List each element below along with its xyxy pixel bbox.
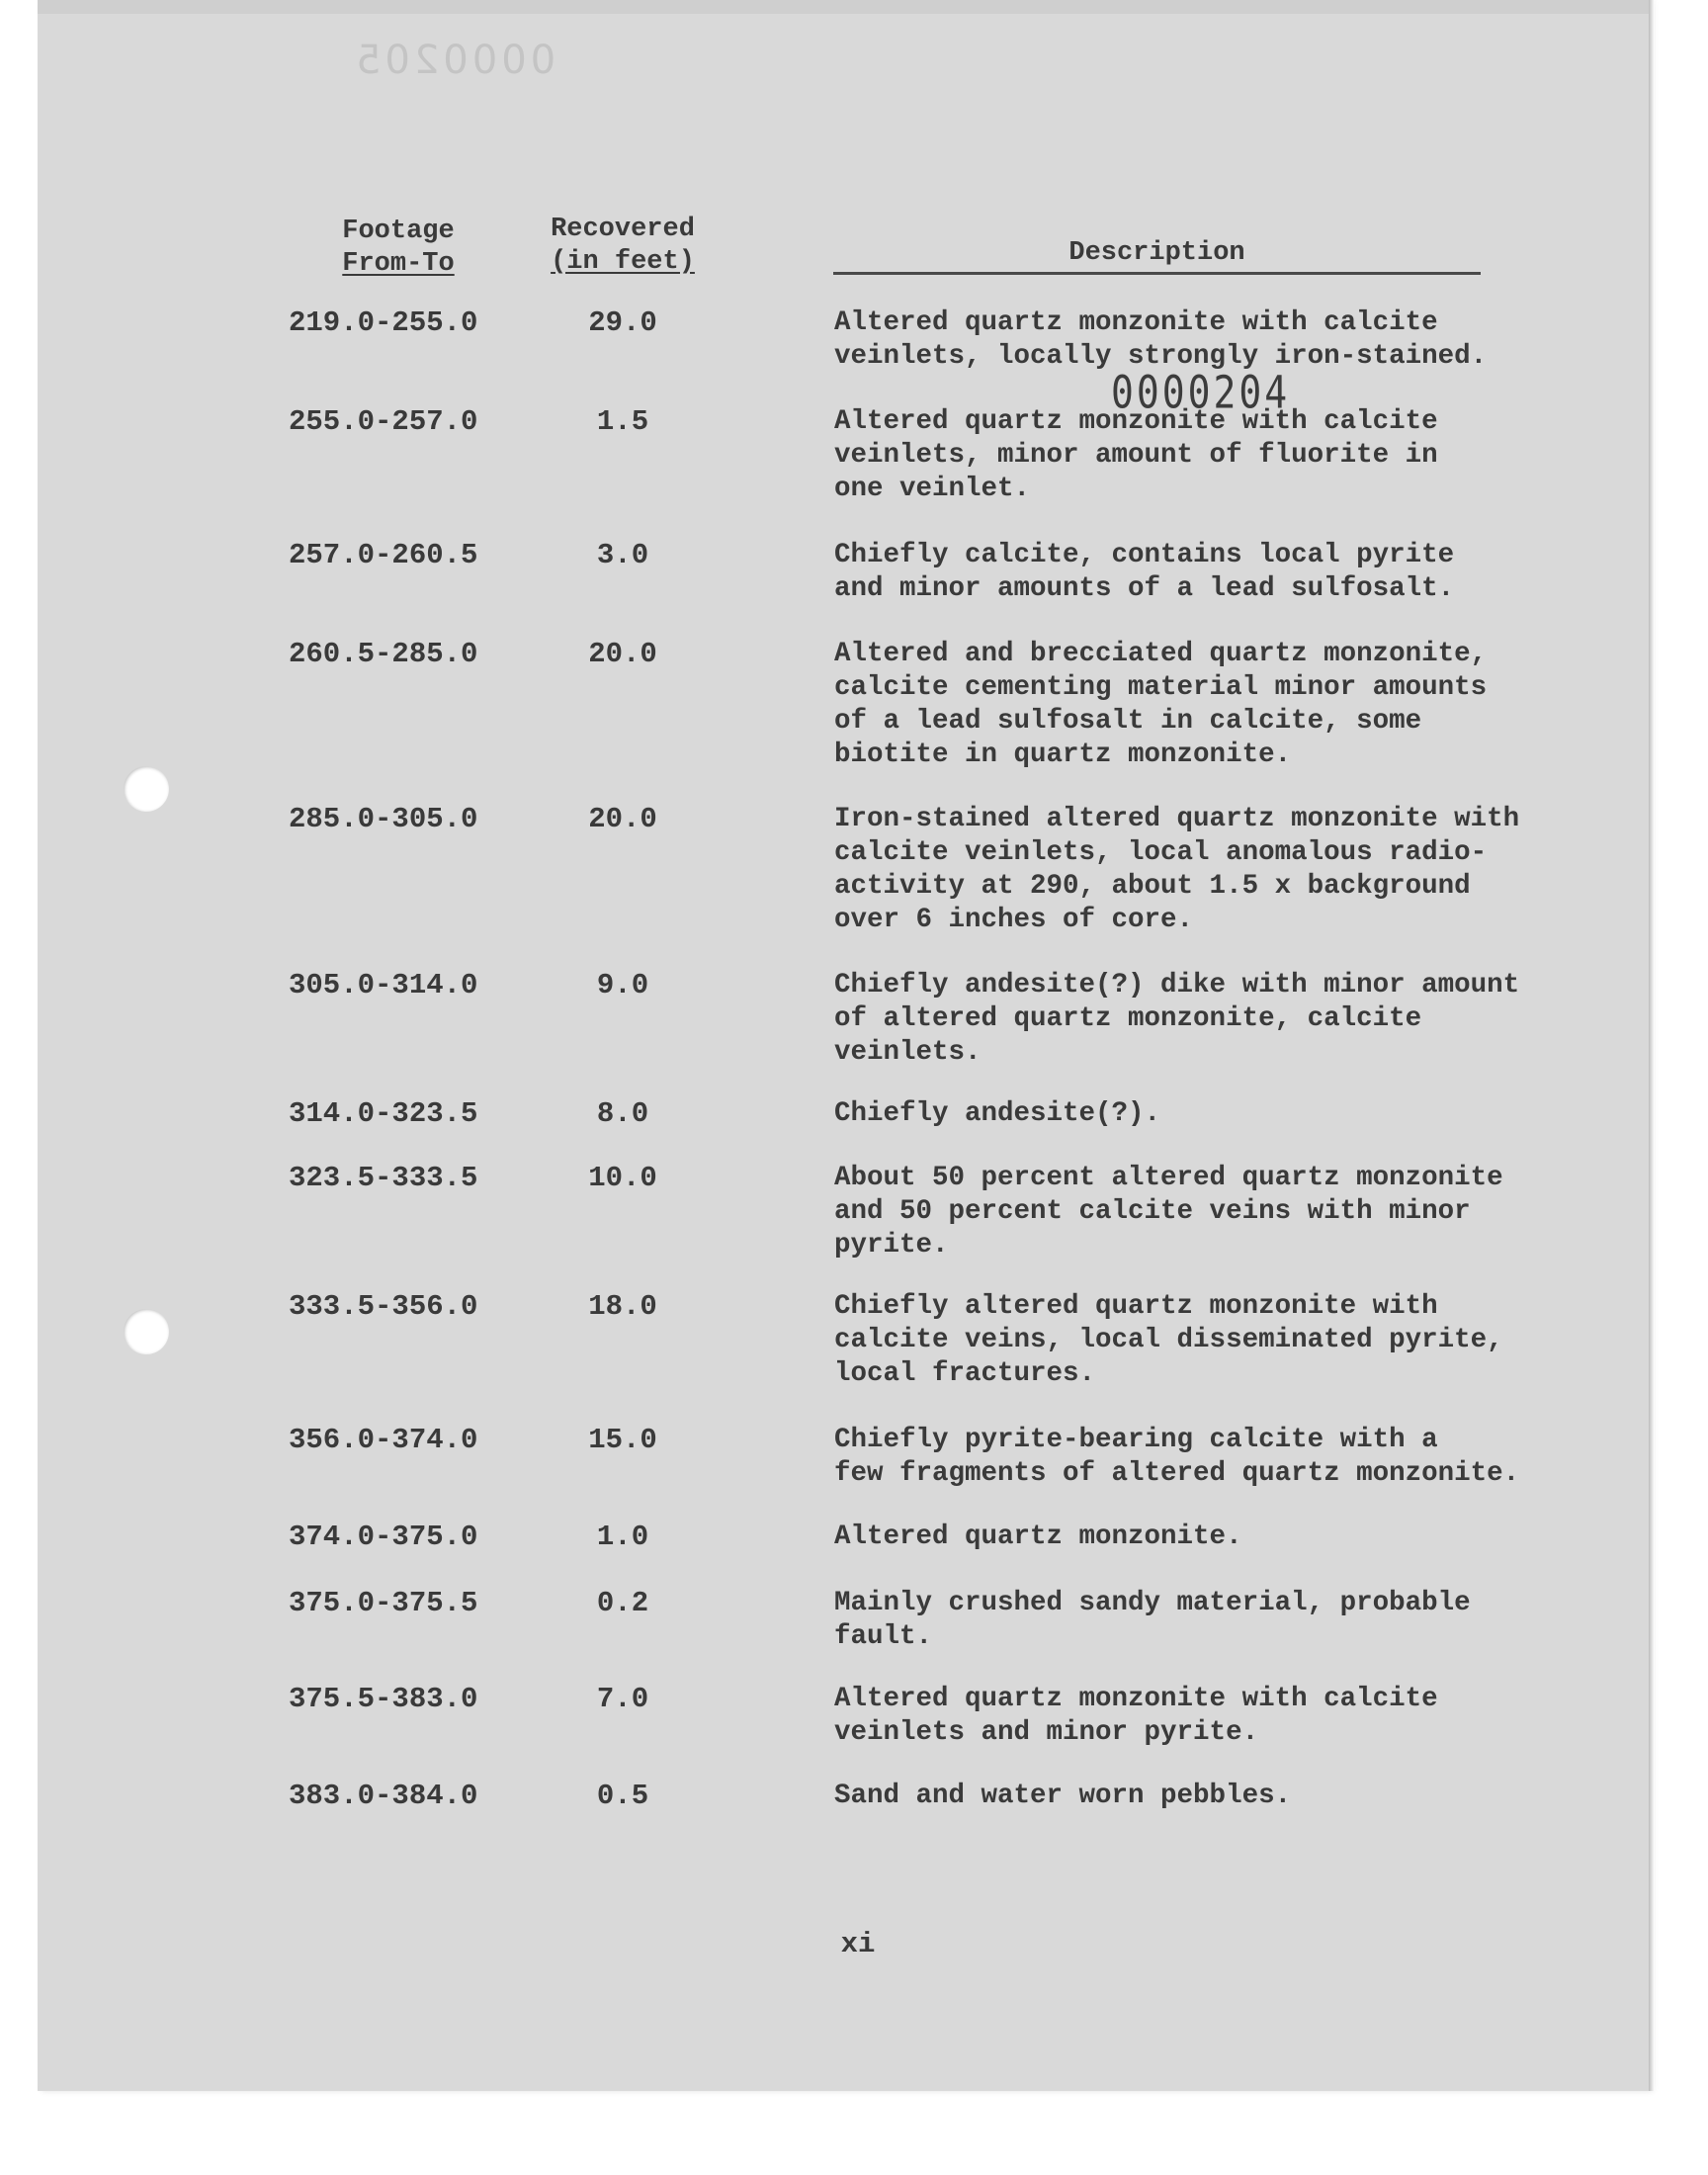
footage-cell: 375.0-375.5 (289, 1587, 478, 1619)
recovered-cell: 0.5 (596, 1780, 649, 1812)
recovered-header-line1: Recovered (551, 215, 695, 244)
description-line: calcite veins, local disseminated pyrite, (834, 1325, 1503, 1355)
description-cell (834, 1587, 1546, 1654)
description-line: veinlets. (834, 1037, 982, 1068)
footage-cell: 374.0-375.0 (289, 1521, 478, 1553)
recovered-cell: 0.2 (596, 1587, 649, 1619)
description-line: Mainly crushed sandy material, probable (834, 1588, 1471, 1618)
page-number: xi (840, 1928, 876, 1960)
footage-header (295, 216, 502, 281)
description-line: About 50 percent altered quartz monzonite (834, 1163, 1503, 1193)
description-line: Altered quartz monzonite with calcite (834, 1684, 1438, 1714)
footage-cell: 383.0-384.0 (289, 1780, 478, 1812)
description-header: Description (833, 237, 1481, 275)
footage-cell: 260.5-285.0 (289, 638, 478, 670)
footage-cell: 219.0-255.0 (289, 306, 478, 339)
description-cell (834, 1097, 1546, 1131)
bleed-through-stamp: 0000205 (352, 38, 556, 83)
description-cell (834, 1424, 1546, 1491)
description-line: Altered quartz monzonite with calcite (834, 406, 1438, 437)
document-page (38, 0, 1649, 2091)
description-cell (834, 539, 1546, 606)
description-cell (834, 969, 1546, 1070)
description-cell (834, 1780, 1546, 1813)
description-line: one veinlet. (834, 474, 1031, 504)
description-line: and minor amounts of a lead sulfosalt. (834, 573, 1455, 604)
description-line: veinlets, minor amount of fluorite in (834, 440, 1438, 471)
recovered-cell: 8.0 (596, 1097, 649, 1130)
footage-header-line1: Footage (342, 217, 455, 246)
description-cell (834, 1683, 1546, 1750)
description-line: calcite cementing material minor amounts (834, 672, 1488, 703)
recovered-cell: 1.5 (596, 405, 649, 438)
description-line: Chiefly andesite(?). (834, 1098, 1161, 1129)
description-line: veinlets and minor pyrite. (834, 1717, 1259, 1748)
description-cell (834, 1290, 1546, 1391)
description-line: Sand and water worn pebbles. (834, 1781, 1292, 1811)
description-line: Chiefly altered quartz monzonite with (834, 1291, 1438, 1322)
description-line: Altered and brecciated quartz monzonite, (834, 639, 1488, 669)
description-cell (834, 1521, 1546, 1554)
recovered-cell: 20.0 (588, 638, 657, 670)
recovered-header (524, 214, 722, 279)
description-line: fault. (834, 1621, 933, 1652)
footage-cell: 255.0-257.0 (289, 405, 478, 438)
document-number-stamp: 0000204 (1111, 366, 1291, 419)
description-line: and 50 percent calcite veins with minor (834, 1196, 1471, 1227)
description-line: activity at 290, about 1.5 x background (834, 871, 1471, 902)
footage-cell: 375.5-383.0 (289, 1683, 478, 1715)
description-cell (834, 638, 1546, 772)
description-cell (834, 803, 1546, 937)
recovered-cell: 18.0 (588, 1290, 657, 1323)
recovered-cell: 10.0 (588, 1162, 657, 1194)
description-line: calcite veinlets, local anomalous radio- (834, 837, 1488, 868)
description-line: Chiefly pyrite-bearing calcite with a (834, 1425, 1438, 1455)
description-line: over 6 inches of core. (834, 905, 1194, 935)
description-line: Altered quartz monzonite. (834, 1522, 1242, 1552)
punch-hole-bottom (124, 1309, 169, 1354)
footage-cell: 323.5-333.5 (289, 1162, 478, 1194)
description-line: Altered quartz monzonite with calcite (834, 307, 1438, 338)
footage-cell: 285.0-305.0 (289, 803, 478, 835)
description-line: local fractures. (834, 1358, 1096, 1389)
recovered-cell: 7.0 (596, 1683, 649, 1715)
page-top-edge (38, 0, 1649, 14)
recovered-cell: 29.0 (588, 306, 657, 339)
recovered-cell: 3.0 (596, 539, 649, 571)
description-line: Chiefly calcite, contains local pyrite (834, 540, 1455, 570)
description-line: Iron-stained altered quartz monzonite with (834, 804, 1520, 834)
footage-cell: 314.0-323.5 (289, 1097, 478, 1130)
description-line: of a lead sulfosalt in calcite, some (834, 706, 1422, 737)
footage-cell: 257.0-260.5 (289, 539, 478, 571)
recovered-cell: 15.0 (588, 1424, 657, 1456)
punch-hole-top (124, 766, 169, 812)
description-line: pyrite. (834, 1230, 949, 1261)
recovered-cell: 9.0 (596, 969, 649, 1001)
description-line: veinlets, locally strongly iron-stained. (834, 341, 1488, 372)
description-line: of altered quartz monzonite, calcite (834, 1003, 1422, 1034)
description-cell (834, 405, 1546, 506)
description-cell (834, 306, 1546, 374)
description-line: few fragments of altered quartz monzonite. (834, 1458, 1520, 1489)
recovered-cell: 1.0 (596, 1521, 649, 1553)
description-line: biotite in quartz monzonite. (834, 740, 1292, 770)
description-cell (834, 1162, 1546, 1262)
recovered-cell: 20.0 (588, 803, 657, 835)
footage-cell: 333.5-356.0 (289, 1290, 478, 1323)
footage-cell: 356.0-374.0 (289, 1424, 478, 1456)
footage-cell: 305.0-314.0 (289, 969, 478, 1001)
recovered-header-line2: (in feet) (551, 247, 695, 277)
footage-header-line2: From-To (342, 249, 455, 279)
description-line: Chiefly andesite(?) dike with minor amount (834, 970, 1520, 1000)
page-right-edge (1649, 0, 1655, 2091)
